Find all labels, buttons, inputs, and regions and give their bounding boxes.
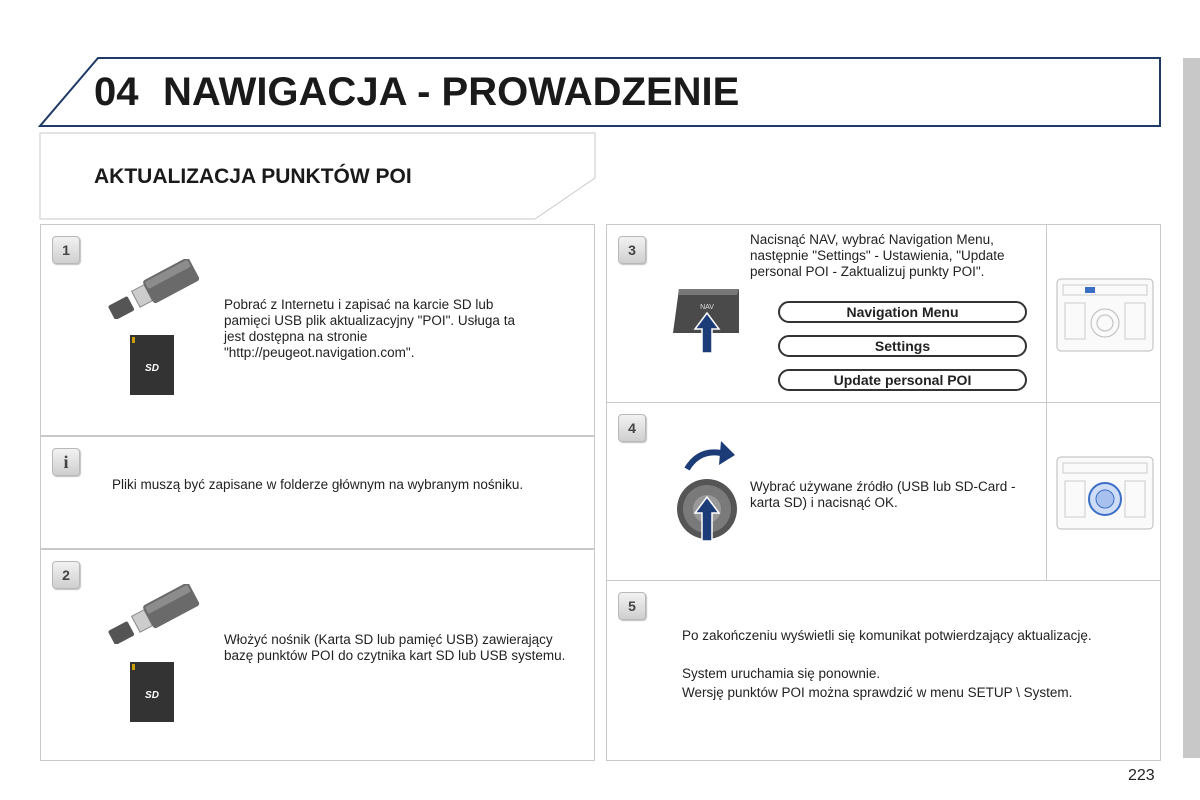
page-title: NAWIGACJA - PROWADZENIE <box>163 70 740 114</box>
side-thumb-tab <box>1183 58 1200 758</box>
step-3-badge: 3 <box>618 236 646 264</box>
step-4-divider <box>1046 403 1047 580</box>
menu-item-navigation-menu[interactable]: Navigation Menu <box>778 301 1027 323</box>
sd-card-logo: SD <box>145 690 159 701</box>
usb-stick-icon <box>103 584 203 644</box>
step-5-panel <box>606 580 1161 761</box>
nav-key-label: NAV <box>700 304 714 311</box>
step-5-line-3: Wersję punktów POI można sprawdzić w menu SETUP \ System. <box>682 685 1073 700</box>
info-text: Pliki muszą być zapisane w folderze głównym na wybranym nośniku. <box>112 477 524 492</box>
info-icon: i <box>52 448 80 476</box>
step-3-panel <box>606 224 1161 403</box>
step-5-badge: 5 <box>618 592 646 620</box>
chapter-number: 04 <box>94 70 139 114</box>
step-4-panel <box>606 402 1161 581</box>
step-2-panel <box>40 549 595 761</box>
nav-button-icon <box>671 281 743 357</box>
page-number: 223 <box>1128 767 1155 784</box>
step-1-text: Pobrać z Internetu i zapisać na karcie SD lub pamięci USB plik aktualizacyjny "POI". Usługa ta jest dostępna na stronie "http://peugeot.navigation.com". <box>224 297 515 360</box>
sd-card-icon <box>128 333 176 397</box>
menu-item-update-personal-poi[interactable]: Update personal POI <box>778 369 1027 391</box>
radio-panel-knob-icon <box>1055 455 1155 531</box>
step-3-text: Nacisnąć NAV, wybrać Navigation Menu, następnie "Settings" - Ustawienia, "Update personal POI - Zaktualizuj punkty POI". <box>750 232 1005 279</box>
section-title: AKTUALIZACJA PUNKTÓW POI <box>94 165 412 188</box>
step-3-divider <box>1046 225 1047 402</box>
step-5-line-1: Po zakończeniu wyświetli się komunikat potwierdzający aktualizację. <box>682 628 1092 643</box>
sd-card-icon <box>128 660 176 724</box>
sd-card-logo: SD <box>145 363 159 374</box>
radio-panel-nav-icon <box>1055 277 1155 353</box>
usb-stick-icon <box>103 259 203 319</box>
info-panel <box>40 436 595 549</box>
menu-item-settings[interactable]: Settings <box>778 335 1027 357</box>
step-5-line-2: System uruchamia się ponownie. <box>682 666 881 681</box>
rotary-knob-icon <box>669 439 749 549</box>
step-1-badge: 1 <box>52 236 80 264</box>
step-2-text: Włożyć nośnik (Karta SD lub pamięć USB) zawierający bazę punktów POI do czytnika kart SD lub USB systemu. <box>224 632 566 663</box>
step-4-text: Wybrać używane źródło (USB lub SD-Card - karta SD) i nacisnąć OK. <box>750 479 1016 510</box>
step-4-badge: 4 <box>618 414 646 442</box>
step-1-panel <box>40 224 595 436</box>
step-2-badge: 2 <box>52 561 80 589</box>
